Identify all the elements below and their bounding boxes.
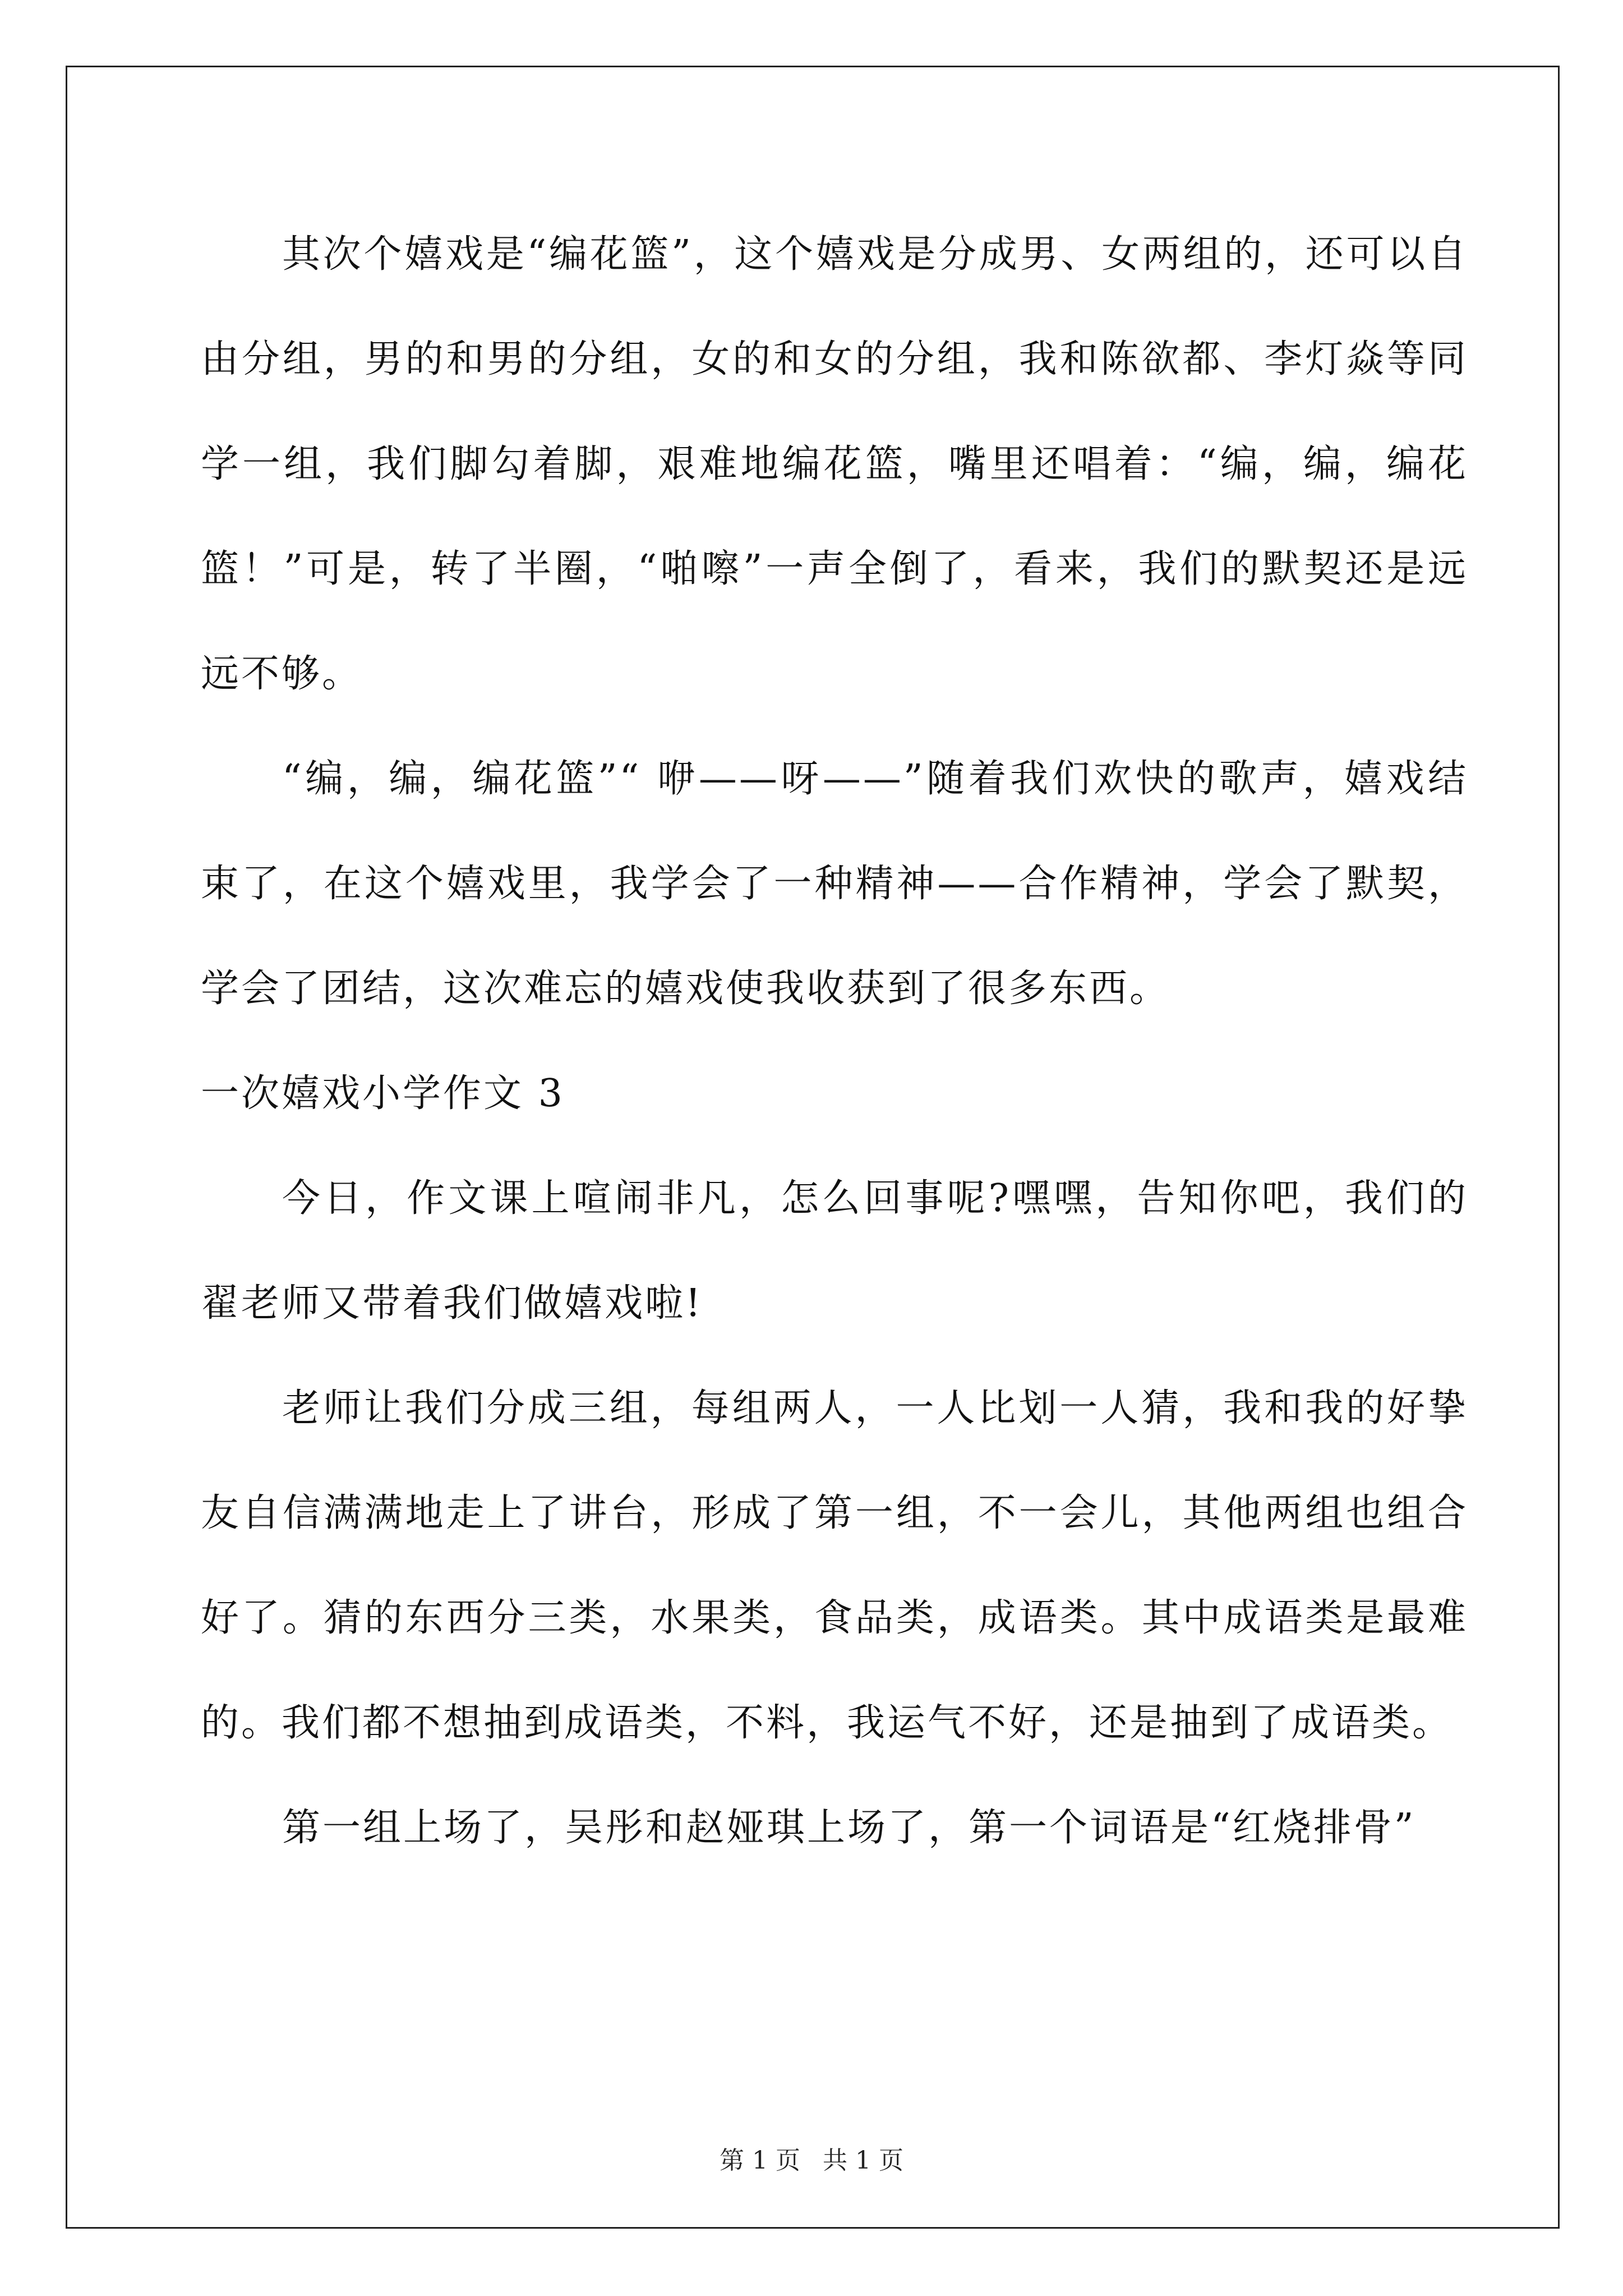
paragraph-4: 老师让我们分成三组，每组两人，一人比划一人猜，我和我的好挚友自信满满地走上了讲台，形成了第一组，不一会儿，其他两组也组合好了。猜的东西分三类，水果类，食品类，成语类。其中成语类是最难的。我们都不想抽到成语类，不料，我运气不好，还是抽到了成语类。 xyxy=(201,1386,1468,1745)
document-body xyxy=(201,202,1468,1880)
paragraph-1: 其次个嬉戏是“编花篮”，这个嬉戏是分成男、女两组的，还可以自由分组，男的和男的分组，女的和女的分组，我和陈欲都、李灯焱等同学一组，我们脚勾着脚，艰难地编花篮，嘴里还唱着：“编，编，编花篮！”可是，转了半圈，“啪嚓”一声全倒了，看来，我们的默契还是远远不够。 xyxy=(201,232,1468,696)
page-total: 共 1 页 xyxy=(823,2146,903,2175)
paragraph-3: 今日，作文课上喧闹非凡，怎么回事呢?嘿嘿，告知你吧，我们的翟老师又带着我们做嬉戏啦! xyxy=(201,1176,1468,1326)
page-footer xyxy=(0,2140,1623,2176)
paragraph-2: “编，编，编花篮”“ 咿——呀——”随着我们欢快的歌声，嬉戏结束了，在这个嬉戏里，我学会了一种精神——合作精神，学会了默契，学会了团结，这次难忘的嬉戏使我收获到了很多东西。 xyxy=(201,757,1468,1011)
page-number: 第 1 页 xyxy=(720,2146,800,2175)
section-heading: 一次嬉戏小学作文 3 xyxy=(201,1071,565,1116)
paragraph-5: 第一组上场了，吴彤和赵娅琪上场了，第一个词语是“红烧排骨” xyxy=(282,1806,1416,1850)
